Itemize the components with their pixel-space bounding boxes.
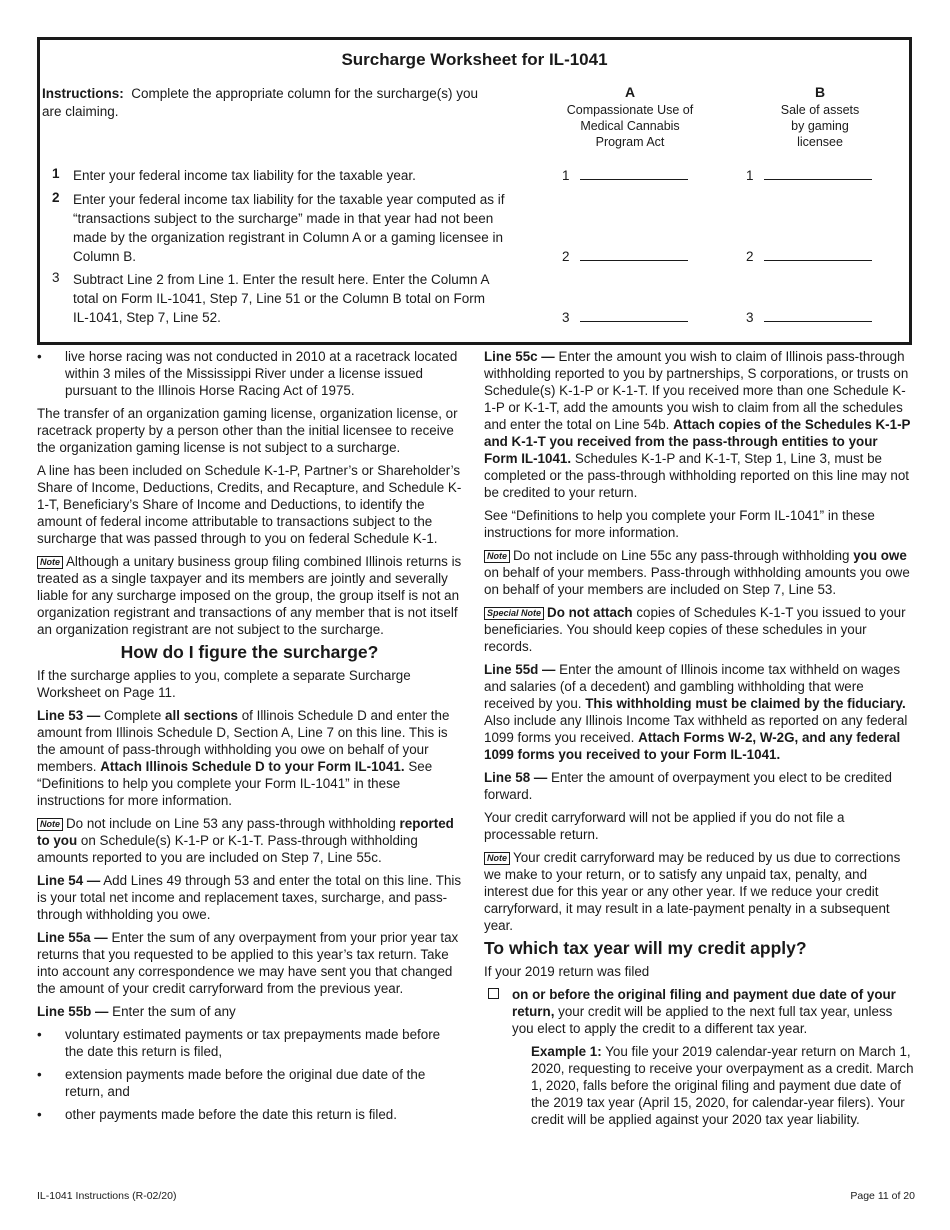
- line-3-col-b-field[interactable]: 3: [746, 308, 872, 325]
- special-note-icon: Special Note: [484, 607, 544, 620]
- paragraph: If your 2019 return was filed: [484, 964, 650, 979]
- list-item: • extension payments made before the original due date of the return, and: [37, 1067, 426, 1099]
- column-b-header: B Sale of assets by gaming licensee: [780, 84, 860, 149]
- note-icon: Note: [484, 852, 510, 865]
- worksheet-instructions: Instructions: Complete the appropriate column for the surcharge(s) you are claiming.: [42, 86, 478, 119]
- list-item: • live horse racing was not conducted in 2010 at a racetrack located within 3 miles of the Mississippi River under a license issued pursuant to the Illinois Horse Racing Act of 1975.: [37, 349, 458, 398]
- line-2-number: 2: [52, 190, 60, 205]
- line-2-col-a-field[interactable]: 2: [562, 247, 688, 264]
- paragraph: A line has been included on Schedule K-1-P, Partner’s or Shareholder’s Share of Income, Deductions, Credits, and Recapture, and Schedule K-1-T, Beneficiary’s Share of Income and Deductions, to identify the amount of federal income attributable to transactions subject to the surcharge that was passed through to you on federal Schedule K-1.: [37, 463, 462, 546]
- paragraph: The transfer of an organization gaming license, organization license, or racetrack property by a person other than the initial licensee to receive the organization gaming license is not subject to a surcharge.: [37, 406, 458, 455]
- line-2-col-b-field[interactable]: 2: [746, 247, 872, 264]
- line-53-instructions: Line 53 — Complete all sections of Illinois Schedule D and enter the amount from Illinois Schedule D, Section A, Line 7 on this line. This is the amount of pass-through withholding you owe on behalf of your members. Attach Illinois Schedule D to your Form IL-1041. See “Definitions to help you complete your Form IL-1041” in these instructions for more information.: [37, 708, 450, 808]
- line-3-number: 3: [52, 270, 60, 285]
- note-icon: Note: [37, 818, 63, 831]
- column-a-header: A Compassionate Use of Medical Cannabis Program Act: [566, 84, 694, 149]
- right-column: [484, 348, 914, 1134]
- note-icon: Note: [484, 550, 510, 563]
- line-3-text: Subtract Line 2 from Line 1. Enter the result here. Enter the Column A total on Form IL-1041, Step 7, Line 51 or the Column B total on Form IL-1041, Step 7, Line 52.: [73, 272, 489, 325]
- note-unitary: Note Although a unitary business group filing combined Illinois returns is treated as a single taxpayer and its members are jointly and severally liable for any surcharge imposed on the group, the group itself is not an organization registrant and transactions of any member that is not itself an organization registrant are not subject to the surcharge.: [37, 554, 462, 637]
- heading-credit-apply: To which tax year will my credit apply?: [484, 938, 807, 958]
- footer-form-id: IL-1041 Instructions (R-02/20): [37, 1190, 177, 1202]
- note-line-53: Note Do not include on Line 53 any pass-through withholding reported to you on Schedule(s) K-1-P or K-1-T. Pass-through withholding amounts reported to you are included on Step 7, Line 55c.: [37, 816, 454, 865]
- line-58-instructions: Line 58 — Enter the amount of overpayment you elect to be credited forward.: [484, 770, 892, 802]
- special-note: Special Note Do not attach copies of Schedules K-1-T you issued to your beneficiaries. You should keep copies of these schedules in your records.: [484, 605, 906, 654]
- line-1-col-a-field[interactable]: 1: [562, 166, 688, 183]
- line-55a-instructions: Line 55a — Enter the sum of any overpayment from your prior year tax returns that you requested to be applied to this year’s tax return. Take into account any correspondence we may have sent you that changed the amount of your credit carryforward from the previous year.: [37, 930, 459, 996]
- surcharge-worksheet: [37, 37, 912, 345]
- example-1: Example 1: You file your 2019 calendar-year return on March 1, 2020, requesting to receive your overpayment as a credit. March 1, 2020, falls before the original filing and payment due date of the 2019 tax year (April 15, 2020, for calendar-year filers). Your credit will be applied against your 2020 tax year liability.: [531, 1044, 914, 1127]
- list-item: • other payments made before the date this return is filed.: [37, 1107, 397, 1122]
- list-item: • voluntary estimated payments or tax prepayments made before the date this return is filed,: [37, 1027, 441, 1059]
- line-1-number: 1: [52, 166, 60, 181]
- checkbox-icon: [488, 988, 499, 999]
- paragraph: If the surcharge applies to you, complete a separate Surcharge Worksheet on Page 11.: [37, 668, 411, 700]
- checkbox-item: on or before the original filing and payment due date of your return, your credit will be applied to the next full tax year, unless you elect to apply the credit to a different tax year.: [484, 986, 914, 1037]
- line-1-text: Enter your federal income tax liability for the taxable year.: [73, 168, 416, 183]
- line-55c-instructions: Line 55c — Enter the amount you wish to claim of Illinois pass-through withholding reported to you by partnerships, S corporations, or trusts on Schedule(s) K-1-P or K-1-T. If you received more than one Schedule K-1-P or K-1-T, add the amounts you wish to claim from all the schedules and enter the total on Line 54b. Attach copies of the Schedules K-1-P and K-1-T you received from the pass-through entities to your Form IL-1041. Schedules K-1-P and K-1-T, Step 1, Line 3, must be completed or the pass-through withholding reported on this line may not be credited to your return.: [484, 349, 911, 500]
- left-column: [37, 348, 462, 1129]
- worksheet-title: Surcharge Worksheet for IL-1041: [341, 50, 608, 69]
- note-line-58: Note Your credit carryforward may be reduced by us due to corrections we make to your return, or to satisfy any unpaid tax, penalty, and interest due for this year or any other year. If we reduce your credit carryforward, it may result in a late-payment penalty in a subsequent year.: [484, 850, 901, 933]
- line-1-col-b-field[interactable]: 1: [746, 166, 872, 183]
- note-line-55c: Note Do not include on Line 55c any pass-through withholding you owe on behalf of your members. Pass-through withholding amounts you owe on behalf of your members are included on Step 7, Line 53.: [484, 548, 910, 597]
- footer-page-number: Page 11 of 20: [850, 1190, 915, 1202]
- paragraph: See “Definitions to help you complete your Form IL-1041” in these instructions for more information.: [484, 508, 875, 540]
- note-icon: Note: [37, 556, 63, 569]
- line-54-instructions: Line 54 — Add Lines 49 through 53 and enter the total on this line. This is your total net income and replacement taxes, surcharge, and pass-through withholding you owe.: [37, 873, 462, 922]
- line-2-text: Enter your federal income tax liability for the taxable year computed as if “transactions subject to the surcharge” made in that year had not been made by the organization registrant in Column A or a gaming licensee in Column B.: [73, 192, 505, 264]
- paragraph: Your credit carryforward will not be applied if you do not file a processable return.: [484, 810, 845, 842]
- line-55d-instructions: Line 55d — Enter the amount of Illinois income tax withheld on wages and salaries (of a decedent) and gambling withholding that were received by you. This withholding must be claimed by the fiduciary. Also include any Illinois Income Tax withheld as reported on any federal 1099 forms you received. Attach Forms W-2, W-2G, and any federal 1099 forms you received to your Form IL-1041.: [484, 662, 908, 762]
- line-3-col-a-field[interactable]: 3: [562, 308, 688, 325]
- heading-figure-surcharge: How do I figure the surcharge?: [120, 642, 379, 662]
- line-55b-instructions: Line 55b — Enter the sum of any: [37, 1004, 236, 1019]
